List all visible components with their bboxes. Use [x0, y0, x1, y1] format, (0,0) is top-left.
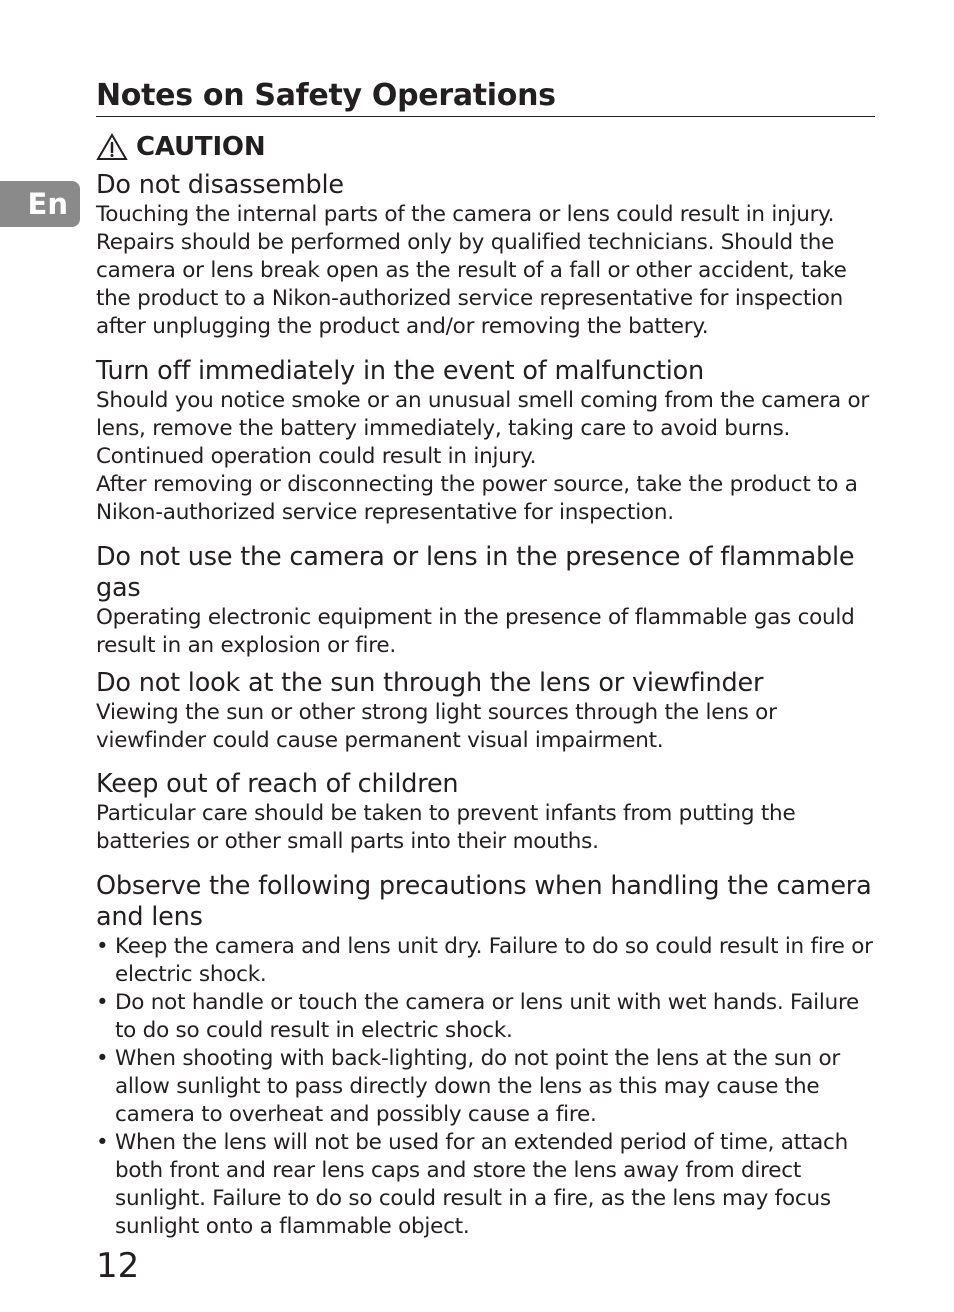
section-body: Should you notice smoke or an unusual smell coming from the camera or lens, remove the battery immediately, taking care to avoid burns. Continued operation could result in injury.	[96, 388, 870, 469]
section-heading: Do not look at the sun through the lens or viewfinder	[96, 668, 764, 698]
section-heading: Do not use the camera or lens in the presence of flammable gas	[96, 542, 855, 603]
page-number: 12	[96, 1246, 140, 1286]
precaution-list	[96, 933, 881, 1241]
caution-header	[96, 130, 265, 164]
section-heading: Do not disassemble	[96, 170, 344, 200]
section-handling-precautions	[96, 871, 881, 1241]
section-body: Viewing the sun or other strong light sources through the lens or viewfinder could cause permanent visual impairment.	[96, 700, 777, 753]
section-body: Operating electronic equipment in the presence of flammable gas could result in an explosion or fire.	[96, 605, 855, 658]
section-heading: Keep out of reach of children	[96, 769, 459, 799]
bullet: •	[96, 990, 109, 1015]
list-item	[96, 1045, 881, 1129]
section-children	[96, 769, 881, 856]
bullet: •	[96, 1046, 109, 1071]
page-title: Notes on Safety Operations	[96, 78, 875, 117]
list-item-text: Keep the camera and lens unit dry. Failure to do so could result in fire or electric shock.	[115, 934, 873, 987]
section-heading: Observe the following precautions when handling the camera and lens	[96, 871, 872, 932]
section-body: Particular care should be taken to prevent infants from putting the batteries or other small parts into their mouths.	[96, 801, 796, 854]
list-item-text: Do not handle or touch the camera or lens unit with wet hands. Failure to do so could result in electric shock.	[115, 990, 860, 1043]
warning-triangle-icon	[96, 133, 128, 161]
list-item	[96, 989, 881, 1045]
section-malfunction	[96, 356, 881, 527]
section-sun	[96, 668, 881, 755]
section-disassemble	[96, 170, 881, 341]
section-flammable-gas	[96, 542, 881, 660]
caution-label: CAUTION	[136, 132, 266, 162]
list-item-text: When the lens will not be used for an extended period of time, attach both front and rear lens caps and store the lens away from direct sunlight. Failure to do so could result in a fire, as the lens may focus sunlight onto a flammable object.	[115, 1130, 848, 1239]
language-tab: En	[0, 181, 80, 227]
list-item	[96, 933, 881, 989]
section-body: After removing or disconnecting the power source, take the product to a Nikon-authorized service representative for inspection.	[96, 472, 858, 525]
list-item-text: When shooting with back-lighting, do not point the lens at the sun or allow sunlight to pass directly down the lens as this may cause the camera to overheat and possibly cause a fire.	[115, 1046, 841, 1127]
list-item	[96, 1129, 881, 1241]
safety-notes	[96, 170, 881, 1241]
bullet: •	[96, 934, 109, 959]
section-body: Touching the internal parts of the camera or lens could result in injury. Repairs should be performed only by qualified technicians. Should the camera or lens break open as the result of a fall or other accident, take the product to a Nikon-authorized service representative for inspection after unplugging the product and/or removing the battery.	[96, 202, 847, 339]
section-heading: Turn off immediately in the event of malfunction	[96, 356, 704, 386]
bullet: •	[96, 1130, 109, 1155]
